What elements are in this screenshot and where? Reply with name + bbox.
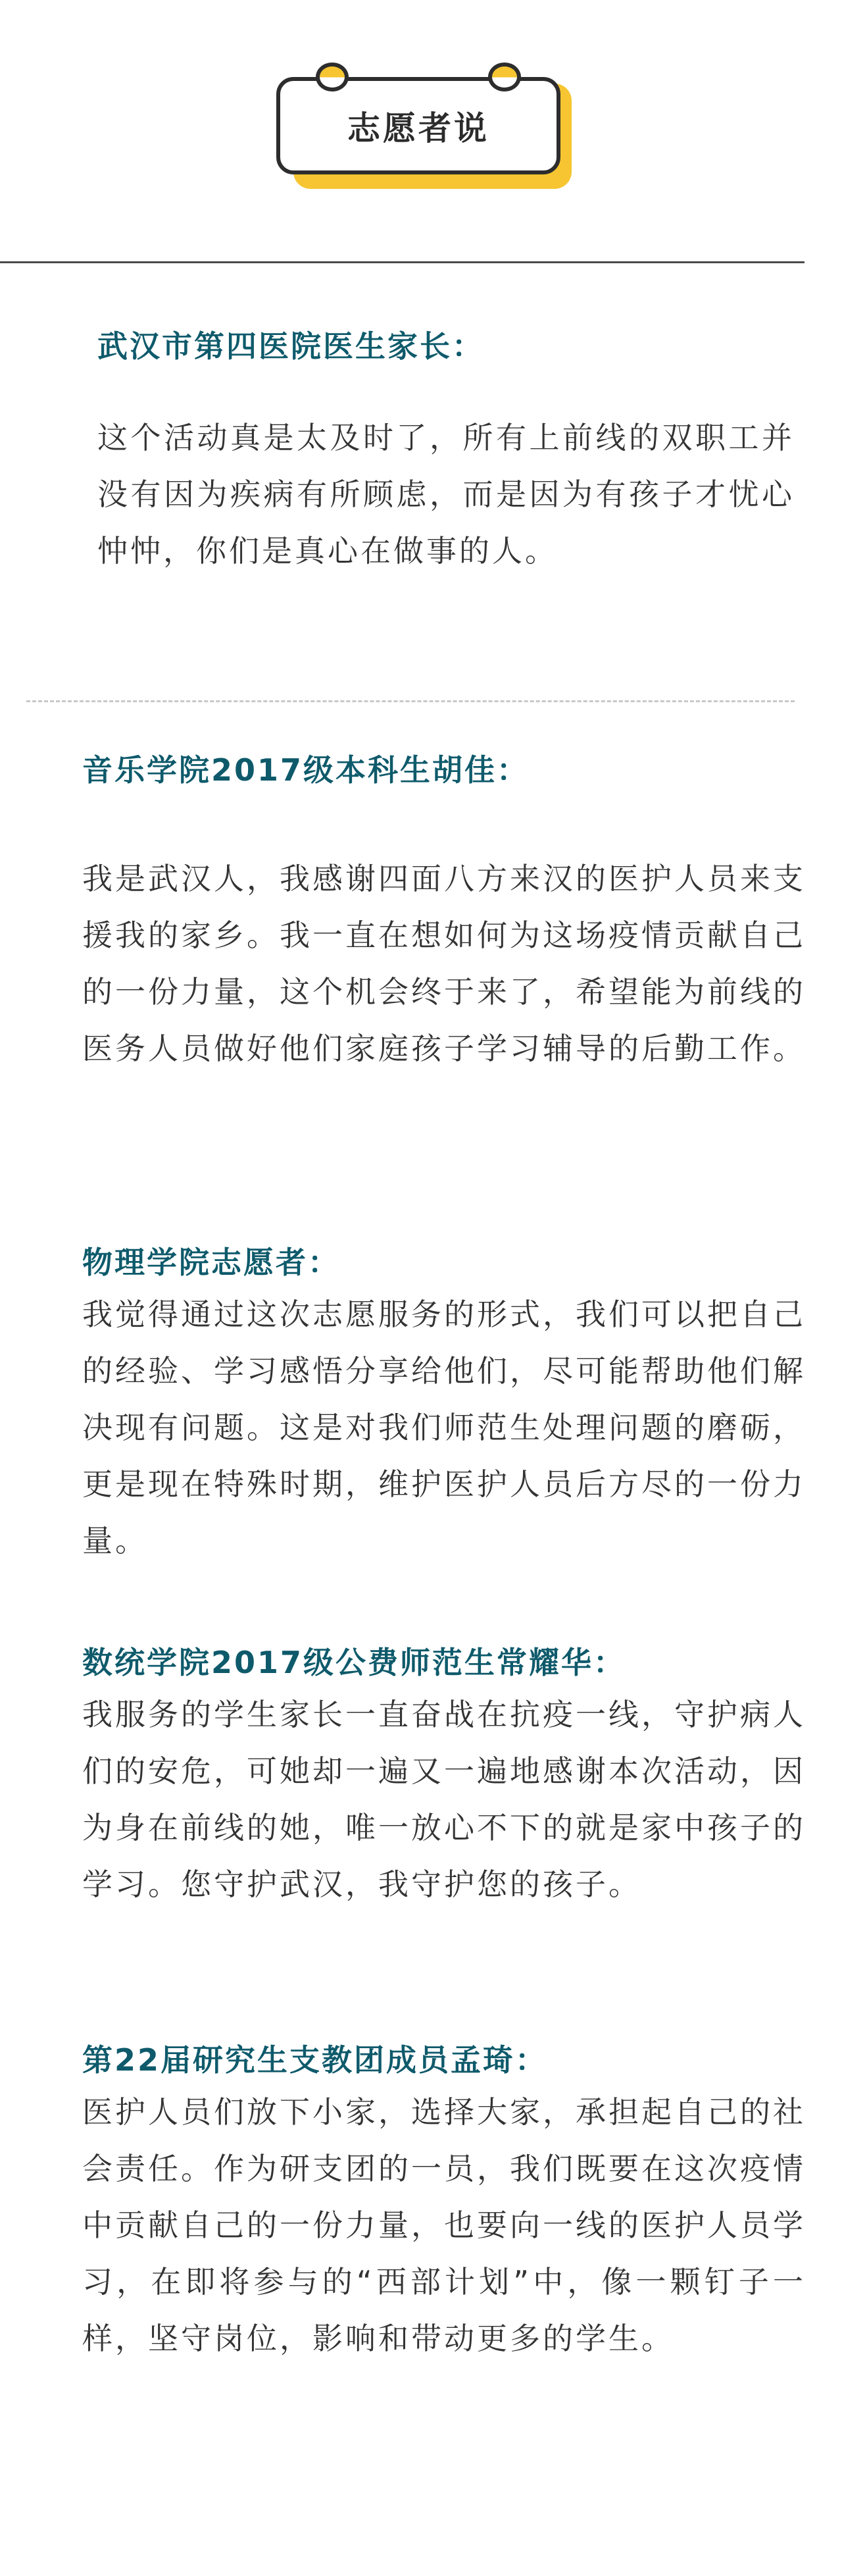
speaker-name: 数统学院2017级公费师范生常耀华： (82, 1645, 626, 1680)
testimonial-section (82, 1243, 806, 1569)
testimonial-section (82, 1643, 806, 1913)
badge-title: 志愿者说 (347, 109, 489, 147)
badge-pin-left-icon (316, 63, 349, 91)
testimonial-section (82, 2040, 806, 2367)
badge-pin-right-icon (488, 63, 521, 91)
section-header-badge (276, 63, 576, 194)
top-divider (0, 261, 805, 263)
dashed-divider (26, 700, 795, 702)
testimonial-quote: 我服务的学生家长一直奋战在抗疫一线，守护病人们的安危，可她却一遍又一遍地感谢本次活动，因为身在前线的她，唯一放心不下的就是家中孩子的学习。您守护武汉，我守护您的孩子。 (82, 1697, 806, 1902)
testimonial-section (97, 326, 795, 579)
testimonial-quote: 我是武汉人，我感谢四面八方来汉的医护人员来支援我的家乡。我一直在想如何为这场疫情贡献自己的一份力量，这个机会终于来了，希望能为前线的医务人员做好他们家庭孩子学习辅导的后勤工作。 (82, 861, 806, 1066)
speaker-name: 第22届研究生支教团成员孟琦： (82, 2042, 548, 2078)
speaker-name: 音乐学院2017级本科生胡佳： (82, 752, 530, 788)
testimonial-quote: 这个活动真是太及时了，所有上前线的双职工并没有因为疾病有所顾虑，而是因为有孩子才忧心忡忡，你们是真心在做事的人。 (97, 420, 795, 569)
testimonial-quote: 我觉得通过这次志愿服务的形式，我们可以把自己的经验、学习感悟分享给他们，尽可能帮助他们解决现有问题。这是对我们师范生处理问题的磨砺，更是现在特殊时期，维护医护人员后方尽的一份力量。 (82, 1297, 806, 1558)
badge-box (276, 77, 560, 174)
speaker-name: 物理学院志愿者： (82, 1245, 340, 1280)
testimonial-section (82, 750, 806, 1077)
speaker-name: 武汉市第四医院医生家长： (97, 328, 484, 364)
testimonial-quote: 医护人员们放下小家，选择大家，承担起自己的社会责任。作为研支团的一员，我们既要在这次疫情中贡献自己的一份力量，也要向一线的医护人员学习，在即将参与的“西部计划”中，像一颗钉子一样，坚守岗位，影响和带动更多的学生。 (82, 2094, 806, 2356)
